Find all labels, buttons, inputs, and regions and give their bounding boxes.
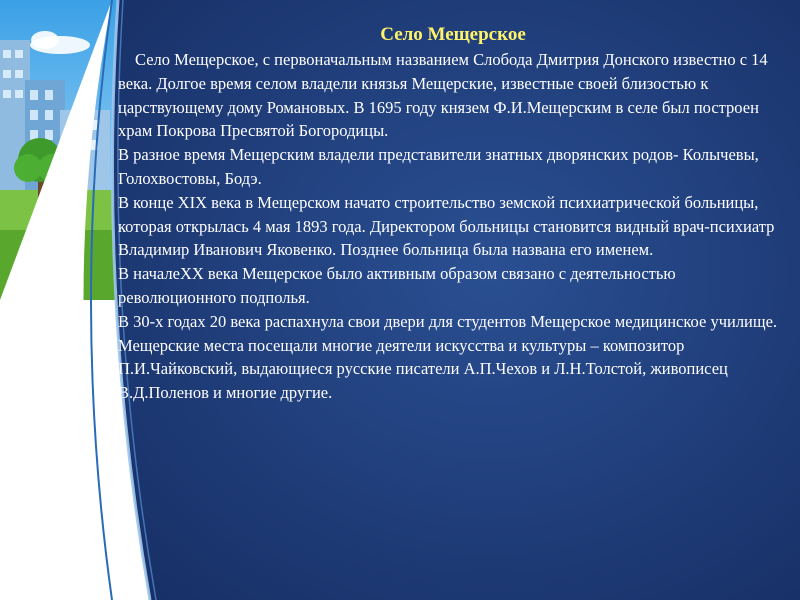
- paragraph-history: Село Мещерское, с первоначальным названием Слобода Дмитрия Донского известно с 14 века. Долгое время селом владели князья Мещерские, известные своей близостью к царствующему дому Романовых. В 1695 году князем Ф.И.Мещерским в селе был построен храм Покрова Пресвятой Богородицы.: [118, 50, 768, 141]
- paragraph-revolution: В началеХХ века Мещерское было активным образом связано с деятельностью революционного подполья.: [118, 264, 676, 307]
- paragraph-owners: В разное время Мещерским владели представители знатных дворянских родов- Колычевы, Голохвостовы, Бодэ.: [118, 145, 759, 188]
- slide-title: Село Мещерское: [380, 24, 526, 45]
- paragraph-hospital: В конце XIX века в Мещерском начато строительство земской психиатрической больницы, которая открылась 4 мая 1893 года. Директором больницы становится видный врач-психиатр Владимир Иванович Яковенко. Позднее больница была названа его именем.: [118, 192, 775, 260]
- slide-body: [118, 48, 788, 405]
- slide-content: [118, 22, 788, 405]
- paragraph-culture: В 30-х годах 20 века распахнула свои двери для студентов Мещерское медицинское училище. Мещерские места посещали многие деятели искусства и культуры – композитор П.И.Чайковский, выдающиеся русские писатели А.П.Чехов и Л.Н.Толстой, живописец В.Д.Поленов и многие другие.: [118, 311, 778, 403]
